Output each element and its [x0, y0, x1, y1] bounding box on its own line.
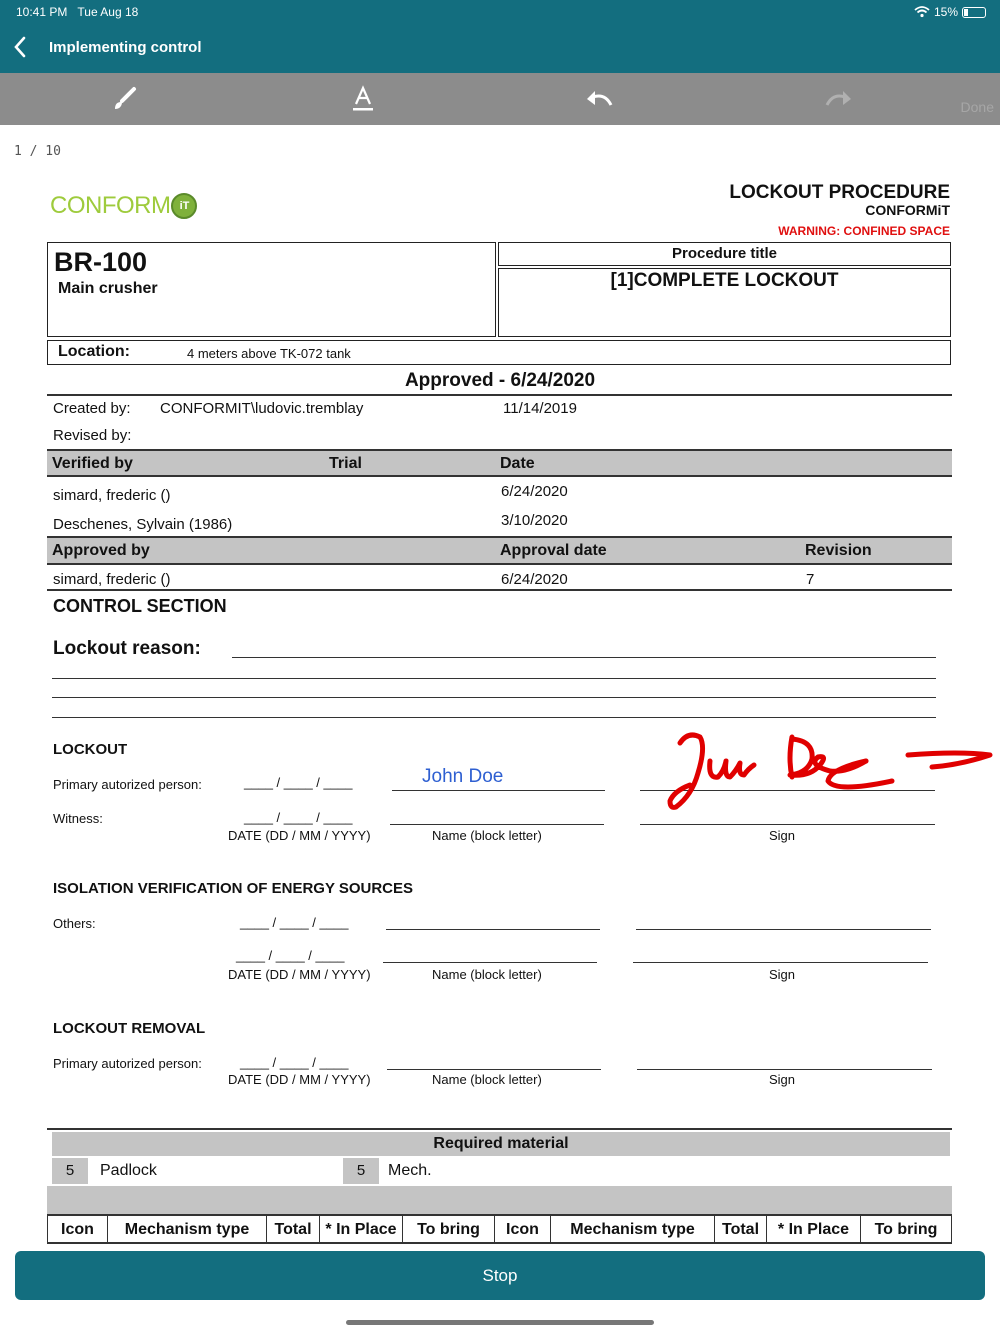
required-material-header: Required material [52, 1132, 950, 1156]
back-button[interactable] [8, 32, 38, 62]
sign-field[interactable] [640, 824, 935, 825]
approved-line: Approved - 6/24/2020 [404, 370, 596, 391]
redo-button[interactable] [822, 83, 856, 115]
document-page: CONFORM iT LOCKOUT PROCEDURE CONFORMiT WARNING: CONFINED SPACE BR-100 Main crusher Procedure title [1]COMPLETE LOCKOUT Location: 4 meters above TK-072 tank Approved - 6/24/2020 Created by: CONFORMIT\ludovic.tremblay 11/14/2019 Revised by: Verified by Trial Date simard, frederic () 6/24/2020 Deschenes, Sylvain (1986) 3/10/2020 Approved by Approval date Revision simard, frederic () 6/24/2020 7 CONTROL SECTION Lockout reason: LOCKOUT Primary autorized person: ____ / ____ / ____ John Doe Witness: ____ / ____ / ____ DATE (DD / MM / YYYY) Name (block letter) Sign ISOLATION VERIFICATION OF ENERGY SOURCES Others: ____ / ____ / ____ ____ / ____ / ____ DATE (DD / MM / YYYY) Name (block letter) Sign LOCKOUT REMOVAL Primary autorized person: ____ / ____ / ____ DATE (DD / MM / YYYY) Name (block letter) Sign Required material 5 Padlock 5 Mech. Icon Mechanism type Total * In Place To bring Icon Mechanism type Total * In Place To bring [0, 170, 1000, 1250]
removal-title: LOCKOUT REMOVAL [53, 1020, 206, 1037]
procedure-title: [1]COMPLETE LOCKOUT [610, 270, 839, 291]
sign-field[interactable] [636, 929, 931, 930]
page-indicator: 1 / 10 [14, 144, 61, 159]
wifi-icon [914, 6, 930, 18]
control-section-title: CONTROL SECTION [53, 596, 227, 616]
verified-name: simard, frederic () [53, 487, 171, 504]
created-date: 11/14/2019 [503, 400, 577, 417]
doc-header [729, 182, 950, 238]
undo-button[interactable] [582, 83, 616, 115]
status-right [914, 5, 986, 19]
signature-ink [660, 725, 995, 815]
verified-name: Deschenes, Sylvain (1986) [53, 516, 233, 533]
isolation-title: ISOLATION VERIFICATION OF ENERGY SOURCES [53, 880, 414, 897]
stop-button[interactable]: Stop [15, 1251, 985, 1300]
lockout-reason-field[interactable] [232, 657, 936, 658]
procedure-title-label-box: Procedure title [498, 242, 951, 266]
approved-name: simard, frederic () [53, 571, 171, 588]
date-field[interactable]: ____ / ____ / ____ [244, 775, 353, 790]
verified-date: 6/24/2020 [501, 483, 568, 500]
equipment-box [47, 242, 496, 337]
material-name: Padlock [100, 1162, 157, 1179]
doc-title: LOCKOUT PROCEDURE [729, 182, 950, 203]
brush-tool-button[interactable] [107, 83, 141, 115]
name-field[interactable] [386, 929, 600, 930]
name-field[interactable] [392, 790, 605, 791]
equipment-code: BR-100 [54, 247, 148, 277]
procedure-title-box [498, 268, 951, 337]
lockout-title: LOCKOUT [53, 741, 128, 758]
created-by-value: CONFORMIT\ludovic.tremblay [160, 400, 364, 417]
material-qty: 5 [52, 1158, 88, 1184]
lockout-reason-label: Lockout reason: [53, 638, 201, 659]
verified-header: Verified by Trial Date [47, 449, 952, 477]
battery-percent: 15% [933, 5, 958, 19]
date-field[interactable]: ____ / ____ / ____ [244, 810, 353, 825]
redo-icon [823, 87, 855, 111]
chevron-left-icon [8, 32, 38, 62]
page-title: Implementing control [49, 39, 202, 56]
battery-icon [962, 7, 986, 18]
approved-date: 6/24/2020 [501, 571, 568, 588]
date-field[interactable]: ____ / ____ / ____ [236, 948, 345, 963]
status-bar [0, 0, 1000, 24]
text-underline-icon [350, 85, 376, 113]
date-field[interactable]: ____ / ____ / ____ [240, 915, 349, 930]
approved-revision: 7 [806, 571, 815, 588]
sign-field[interactable] [633, 962, 928, 963]
text-tool-button[interactable] [346, 83, 380, 115]
home-indicator [346, 1320, 654, 1325]
name-field[interactable] [383, 962, 597, 963]
name-field[interactable] [387, 1069, 601, 1070]
warning-text: WARNING: CONFINED SPACE [778, 224, 950, 238]
undo-icon [583, 87, 615, 111]
doc-company: CONFORMiT [865, 202, 950, 218]
material-qty: 5 [343, 1158, 379, 1184]
verified-date: 3/10/2020 [501, 512, 568, 529]
status-time: 10:41 PM Tue Aug 18 [16, 5, 139, 19]
material-name: Mech. [388, 1162, 432, 1179]
annotation-toolbar [0, 73, 1000, 125]
equipment-name: Main crusher [58, 280, 158, 297]
name-field[interactable] [390, 824, 604, 825]
location-value: 4 meters above TK-072 tank [187, 346, 351, 361]
approved-header: Approved by Approval date Revision [47, 536, 952, 565]
name-value: John Doe [422, 766, 504, 787]
brush-icon [110, 85, 138, 113]
done-button[interactable]: Done [960, 99, 994, 115]
date-field[interactable]: ____ / ____ / ____ [240, 1055, 349, 1070]
nav-bar [0, 24, 1000, 73]
conformit-logo: CONFORM iT [50, 192, 197, 220]
sign-field[interactable] [637, 1069, 932, 1070]
mechanism-table-header: Icon Mechanism type Total * In Place To bring Icon Mechanism type Total * In Place To bring [47, 1214, 952, 1244]
location-box: Location: 4 meters above TK-072 tank [47, 340, 951, 365]
